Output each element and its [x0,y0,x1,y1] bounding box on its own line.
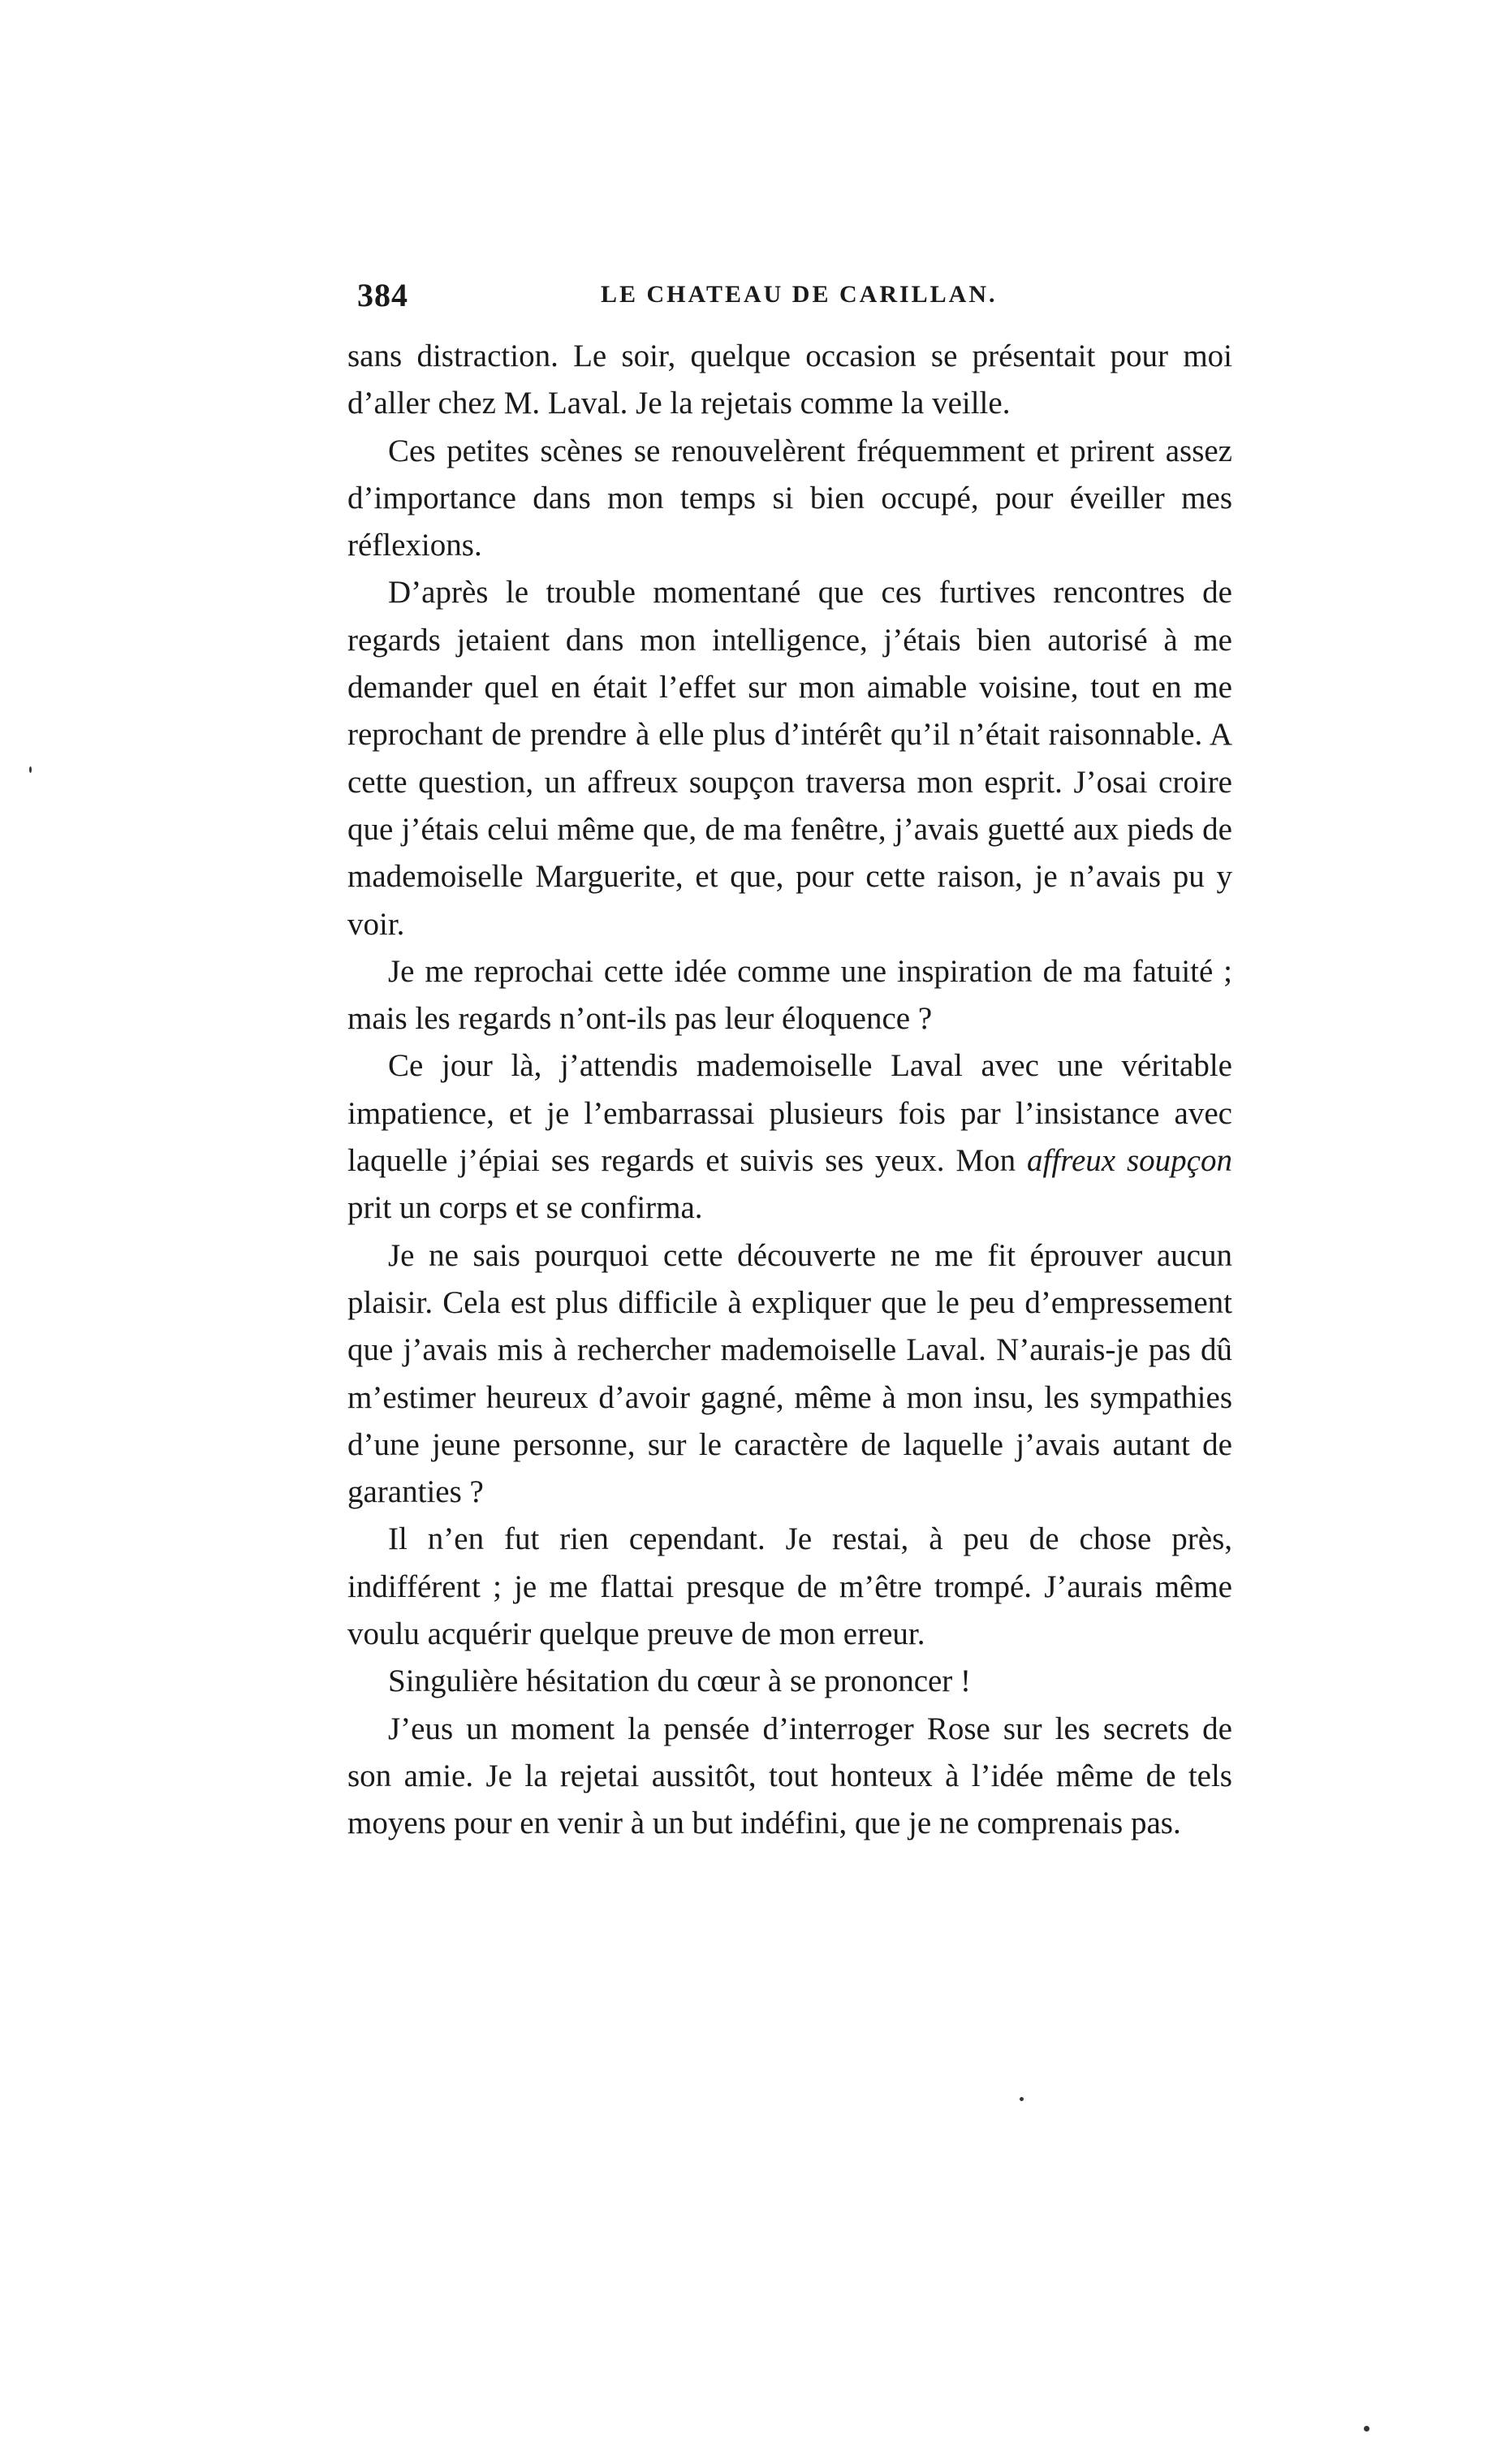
page-number: 384 [357,277,408,313]
ink-speck [1364,2426,1369,2432]
paragraph-text: sans distraction. Le soir, quelque occasion se présentait pour moi d’aller chez M. Laval. Je la rejetais comme la veille. [347,339,1232,421]
paragraph [347,333,1232,428]
italic-text: affreux soupçon [1027,1143,1232,1179]
ink-speck [29,766,32,773]
paragraph-text: Ce jour là, j’attendis mademoiselle Laval avec une véritable impatience, et je l’embarrassai plusieurs fois par l’insistance avec laquelle j’épiai ses regards et suivis ses yeux. Mon [347,1048,1232,1179]
paragraph-text: Je ne sais pourquoi cette découverte ne me fit éprouver aucun plaisir. Cela est plus difficile à expliquer que le peu d’empressement que j’avais mis à rechercher mademoiselle Laval. N’aurais-je pas dû m’estimer heureux d’avoir gagné, même à mon insu, les sympathies d’une jeune personne, sur le caractère de laquelle j’avais autant de garanties ? [347,1237,1232,1510]
ink-speck [1020,2097,1024,2101]
paragraph [347,1516,1232,1658]
paragraph-text: J’eus un moment la pensée d’interroger Rose sur les secrets de son amie. Je la rejetai aussitôt, tout honteux à l’idée même de tels moyens pour en venir à un but indéfini, que je ne comprenais pas. [347,1711,1232,1841]
paragraph-text: D’après le trouble momentané que ces furtives rencontres de regards jetaient dans mon intelligence, j’étais bien autorisé à me demander quel en était l’effet sur mon aimable voisine, tout en me reprochant de prendre à elle plus d’intérêt qu’il n’était raisonnable. A cette question, un affreux soupçon traversa mon esprit. J’osai croire que j’étais celui même que, de ma fenêtre, j’avais guetté aux pieds de mademoiselle Marguerite, et que, pour cette raison, je n’avais pu y voir. [347,575,1232,942]
paragraph-text: Il n’en fut rien cependant. Je restai, à peu de chose près, indifférent ; je me flattai presque de m’être trompé. J’aurais même voulu acquérir quelque preuve de mon erreur. [347,1521,1232,1652]
paragraph-text: Je me reprochai cette idée comme une inspiration de ma fatuité ; mais les regards n’ont-ils pas leur éloquence ? [347,953,1232,1037]
paragraph [347,569,1232,947]
paragraph [347,1658,1232,1705]
paragraph [347,1042,1232,1232]
paragraph-text: Singulière hésitation du cœur à se prononcer ! [388,1664,972,1699]
paragraph [347,948,1232,1043]
paragraph [347,1706,1232,1848]
body-text [347,333,1232,1848]
paragraph-text: Ces petites scènes se renouvelèrent fréquemment et prirent assez d’importance dans mon temps si bien occupé, pour éveiller mes réflexions. [347,433,1232,563]
paragraph [347,428,1232,570]
paragraph [347,1232,1232,1517]
page-header [357,276,1234,325]
running-title: LE CHATEAU DE CARILLAN. [601,281,998,308]
paragraph-text: prit un corps et se confirma. [347,1190,703,1226]
